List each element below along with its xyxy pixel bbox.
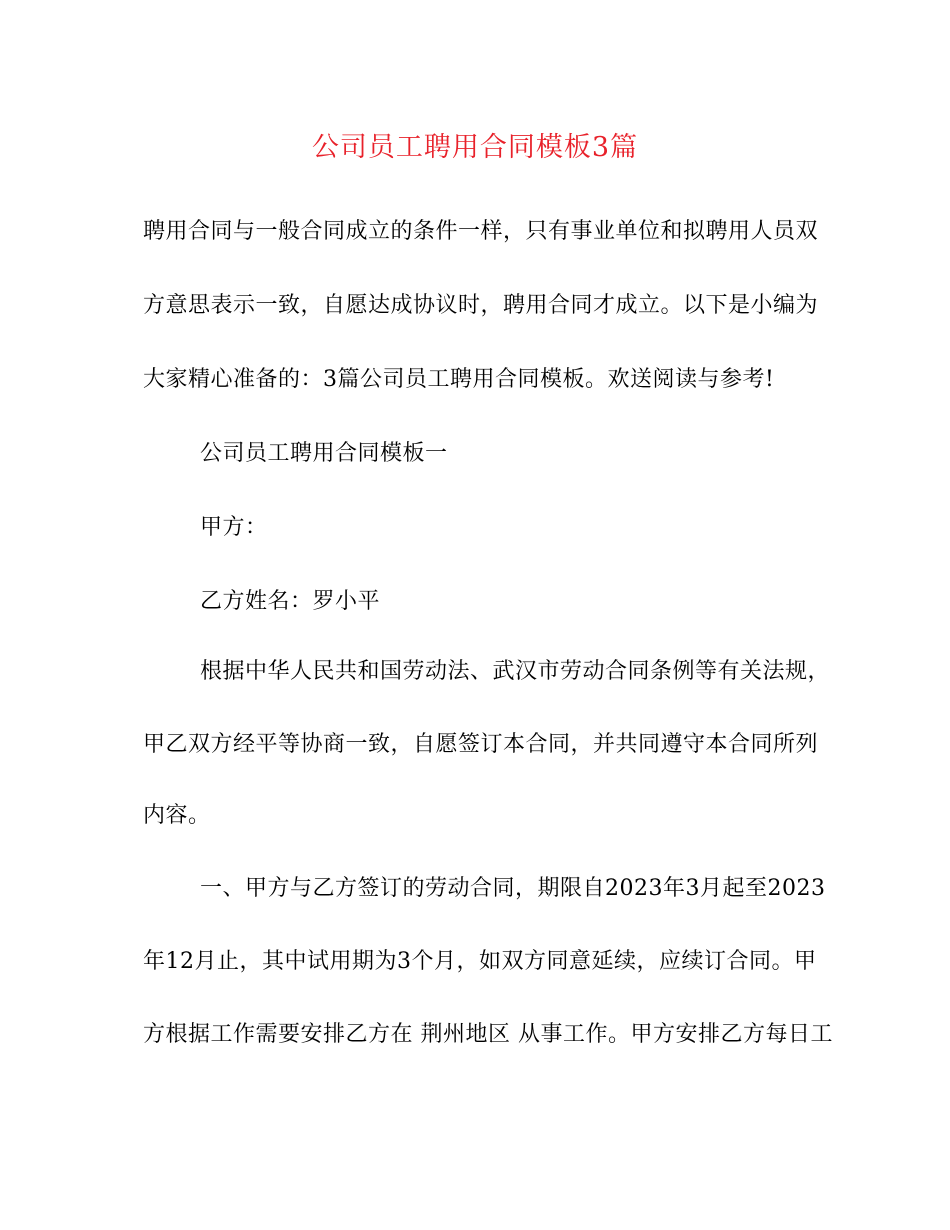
clause-line: 一、甲方与乙方签订的劳动合同，期限自2023年3月起至2023	[200, 876, 826, 901]
paragraph-line: 根据中华人民共和国劳动法、武汉市劳动合同条例等有关法规，	[200, 659, 831, 684]
section-heading: 公司员工聘用合同模板一	[200, 441, 448, 466]
paragraph-line: 大家精心准备的：3篇公司员工聘用合同模板。欢送阅读与参考!	[143, 367, 775, 392]
party-a-label: 甲方：	[200, 515, 268, 540]
clause-line: 方根据工作需要安排乙方在 荆州地区 从事工作。甲方安排乙方每日工	[143, 1022, 833, 1047]
paragraph-line: 聘用合同与一般合同成立的条件一样，只有事业单位和拟聘用人员双	[143, 219, 819, 244]
party-b-name: 乙方姓名：罗小平	[200, 589, 381, 614]
paragraph-line: 方意思表示一致，自愿达成协议时，聘用合同才成立。以下是小编为	[143, 293, 819, 318]
document-title: 公司员工聘用合同模板3篇	[311, 132, 639, 163]
paragraph-line: 甲乙双方经平等协商一致，自愿签订本合同，并共同遵守本合同所列	[143, 732, 819, 757]
clause-line: 年12月止，其中试用期为3个月，如双方同意延续，应续订合同。甲	[143, 949, 817, 974]
paragraph-line: 内容。	[143, 803, 211, 828]
